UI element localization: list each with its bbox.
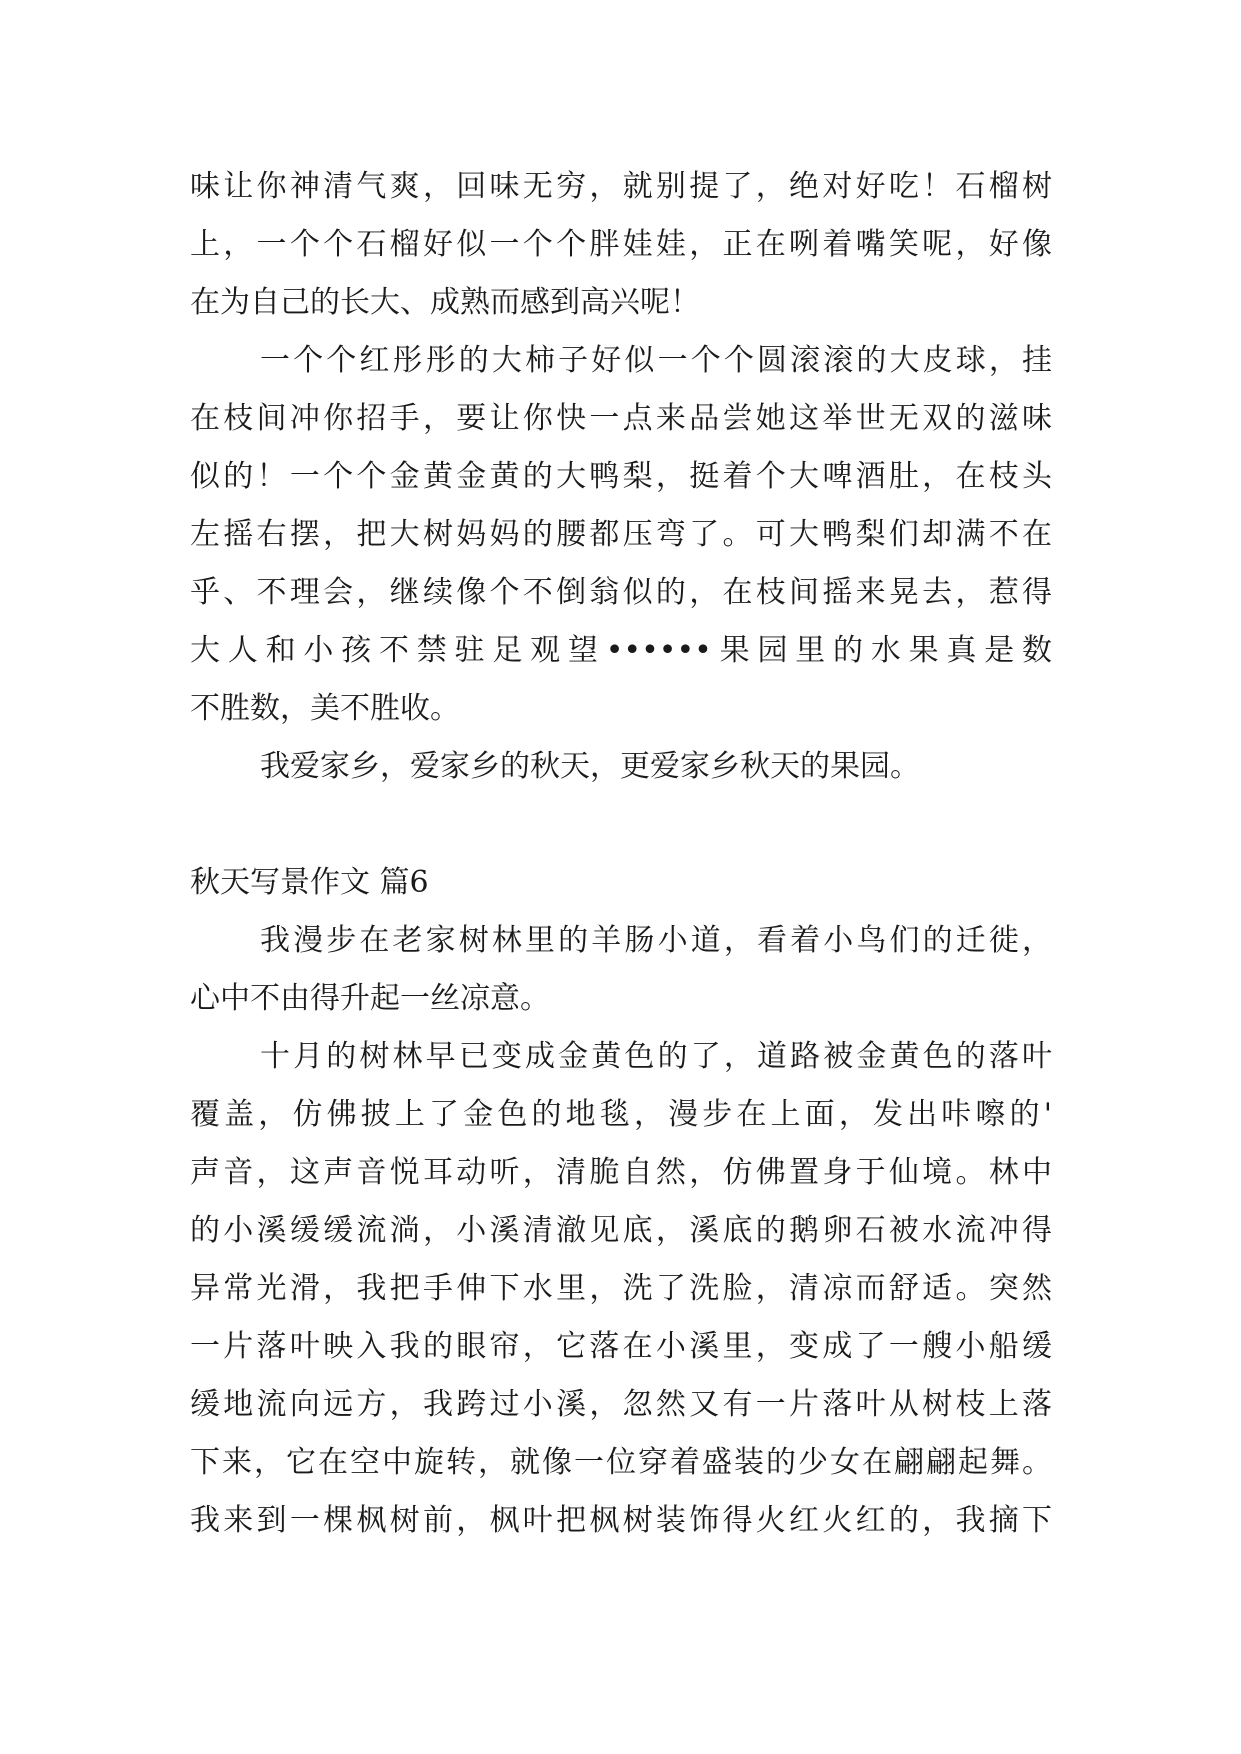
text-line: 上，一个个石榴好似一个个胖娃娃，正在咧着嘴笑呢，好像: [190, 227, 1052, 262]
section-gap: [190, 796, 1052, 854]
text-line: 覆盖，仿佛披上了金色的地毯，漫步在上面，发出咔嚓的': [190, 1097, 1052, 1132]
text-line: 在为自己的长大、成熟而感到高兴呢！: [190, 285, 700, 320]
text-line: 一片落叶映入我的眼帘，它落在小溪里，变成了一艘小船缓: [190, 1329, 1052, 1364]
text-line: 十月的树林早已变成金黄色的了，道路被金黄色的落叶: [260, 1039, 1052, 1074]
text-line: 在枝间冲你招手，要让你快一点来品尝她这举世无双的滋味: [190, 401, 1052, 436]
text-line: 异常光滑，我把手伸下水里，洗了洗脸，清凉而舒适。突然: [190, 1271, 1052, 1306]
document-page: [190, 158, 1052, 1550]
text-line: 心中不由得升起一丝凉意。: [190, 981, 550, 1016]
text-line: 乎、不理会，继续像个不倒翁似的，在枝间摇来晃去，惹得: [190, 575, 1052, 610]
text-line: 似的！一个个金黄金黄的大鸭梨，挺着个大啤酒肚，在枝头: [190, 459, 1052, 494]
text-line: 一个个红彤彤的大柿子好似一个个圆滚滚的大皮球，挂: [260, 343, 1052, 378]
text-line: 缓地流向远方，我跨过小溪，忽然又有一片落叶从树枝上落: [190, 1387, 1052, 1422]
text-line: 我爱家乡，爱家乡的秋天，更爱家乡秋天的果园。: [260, 749, 920, 784]
text-line: 不胜数，美不胜收。: [190, 691, 460, 726]
text-line: 左摇右摆，把大树妈妈的腰都压弯了。可大鸭梨们却满不在: [190, 517, 1052, 552]
paragraph-4: [190, 912, 1052, 1028]
text-line: 大人和小孩不禁驻足观望••••••果园里的水果真是数: [190, 633, 1052, 668]
text-line: 味让你神清气爽，回味无穷，就别提了，绝对好吃！石榴树: [190, 169, 1052, 204]
text-line: 的小溪缓缓流淌，小溪清澈见底，溪底的鹅卵石被水流冲得: [190, 1213, 1052, 1248]
text-line: 我来到一棵枫树前，枫叶把枫树装饰得火红火红的，我摘下: [190, 1503, 1052, 1538]
paragraph-1: [190, 158, 1052, 332]
text-line: 下来，它在空中旋转，就像一位穿着盛装的少女在翩翩起舞。: [190, 1445, 1052, 1480]
paragraph-3: [190, 738, 1052, 796]
paragraph-2: [190, 332, 1052, 738]
section-heading: 秋天写景作文 篇6: [190, 865, 429, 900]
text-line: 我漫步在老家树林里的羊肠小道，看着小鸟们的迁徙，: [260, 923, 1052, 958]
text-line: 声音，这声音悦耳动听，清脆自然，仿佛置身于仙境。林中: [190, 1155, 1052, 1190]
paragraph-5: [190, 1028, 1052, 1550]
